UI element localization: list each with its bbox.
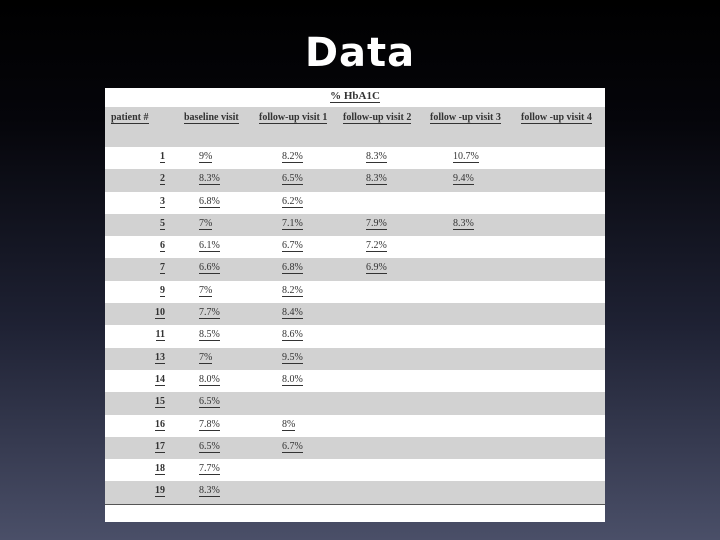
hba1c-value-cell: 7%	[199, 284, 213, 296]
patient-number-cell: 1	[160, 151, 165, 162]
table-row	[105, 325, 605, 347]
hba1c-value-cell: 8.3%	[366, 151, 387, 162]
table-bottom-rule	[105, 504, 605, 505]
hba1c-value-cell: 8.3%	[199, 485, 220, 497]
patient-number-cell: 2	[160, 173, 165, 185]
hba1c-value-cell: 8.2%	[282, 151, 303, 162]
patient-number-cell: 13	[155, 351, 165, 363]
hba1c-value-cell: 8.2%	[282, 284, 303, 296]
patient-number-cell: 10	[155, 307, 165, 319]
patient-number-cell: 5	[160, 217, 165, 229]
hba1c-value-cell: 8.3%	[453, 217, 474, 229]
patient-number-cell: 14	[155, 373, 165, 385]
column-header-followup-3: follow -up visit 3	[430, 112, 501, 123]
patient-number-cell: 15	[155, 396, 165, 408]
column-header-followup-4: follow -up visit 4	[521, 112, 592, 123]
hba1c-value-cell: 8.0%	[282, 373, 303, 385]
hba1c-value-cell: 7.7%	[199, 463, 220, 475]
column-header-baseline: baseline visit	[184, 112, 239, 123]
hba1c-value-cell: 8.4%	[282, 307, 303, 319]
hba1c-value-cell: 6.9%	[366, 262, 387, 274]
patient-number-cell: 18	[155, 463, 165, 475]
hba1c-value-cell: 9%	[199, 151, 213, 162]
hba1c-value-cell: 7%	[199, 351, 213, 363]
table-row	[105, 258, 605, 280]
slide-title: Data	[304, 30, 416, 76]
hba1c-value-cell: 7.7%	[199, 307, 220, 319]
table-row	[105, 147, 605, 169]
table-row	[105, 236, 605, 258]
hba1c-value-cell: 6.7%	[282, 440, 303, 452]
table-row	[105, 459, 605, 481]
table-main-header	[105, 88, 605, 106]
hba1c-value-cell: 6.6%	[199, 262, 220, 274]
column-header-patient: patient #	[111, 112, 149, 123]
hba1c-value-cell: 6.5%	[199, 396, 220, 408]
hba1c-value-cell: 6.8%	[282, 262, 303, 274]
patient-number-cell: 7	[160, 262, 165, 274]
column-header-followup-2: follow-up visit 2	[343, 112, 412, 123]
hba1c-value-cell: 7.9%	[366, 217, 387, 229]
table-row	[105, 281, 605, 303]
hba1c-value-cell: 7%	[199, 217, 213, 229]
hba1c-value-cell: 6.8%	[199, 195, 220, 207]
hba1c-value-cell: 8.5%	[199, 329, 220, 341]
patient-number-cell: 11	[155, 329, 165, 341]
table-row	[105, 214, 605, 236]
patient-number-cell: 6	[160, 240, 165, 252]
hba1c-value-cell: 6.1%	[199, 240, 220, 252]
table-row	[105, 303, 605, 325]
table-row	[105, 192, 605, 214]
column-header-row	[105, 107, 605, 147]
hba1c-value-cell: 8%	[282, 418, 296, 430]
table-body	[105, 147, 605, 504]
table-row	[105, 348, 605, 370]
hba1c-value-cell: 8.0%	[199, 373, 220, 385]
main-header-label: % HbA1C	[330, 90, 380, 102]
hba1c-value-cell: 6.5%	[199, 440, 220, 452]
column-header-followup-1: follow-up visit 1	[259, 112, 328, 123]
patient-number-cell: 19	[155, 485, 165, 497]
table-row	[105, 437, 605, 459]
hba1c-value-cell: 10.7%	[453, 151, 479, 162]
patient-number-cell: 16	[155, 418, 165, 430]
table-row	[105, 392, 605, 414]
hba1c-value-cell: 8.3%	[366, 173, 387, 185]
hba1c-value-cell: 9.4%	[453, 173, 474, 185]
data-table-image	[105, 88, 605, 522]
hba1c-value-cell: 6.2%	[282, 195, 303, 207]
hba1c-value-cell: 8.6%	[282, 329, 303, 341]
table-row	[105, 481, 605, 503]
table-row	[105, 415, 605, 437]
hba1c-value-cell: 9.5%	[282, 351, 303, 363]
table-row	[105, 169, 605, 191]
patient-number-cell: 17	[155, 440, 165, 452]
hba1c-value-cell: 7.8%	[199, 418, 220, 430]
hba1c-value-cell: 6.5%	[282, 173, 303, 185]
hba1c-value-cell: 8.3%	[199, 173, 220, 185]
hba1c-value-cell: 6.7%	[282, 240, 303, 252]
hba1c-value-cell: 7.1%	[282, 217, 303, 229]
patient-number-cell: 3	[160, 195, 165, 207]
table-row	[105, 370, 605, 392]
hba1c-value-cell: 7.2%	[366, 240, 387, 252]
patient-number-cell: 9	[160, 284, 165, 296]
